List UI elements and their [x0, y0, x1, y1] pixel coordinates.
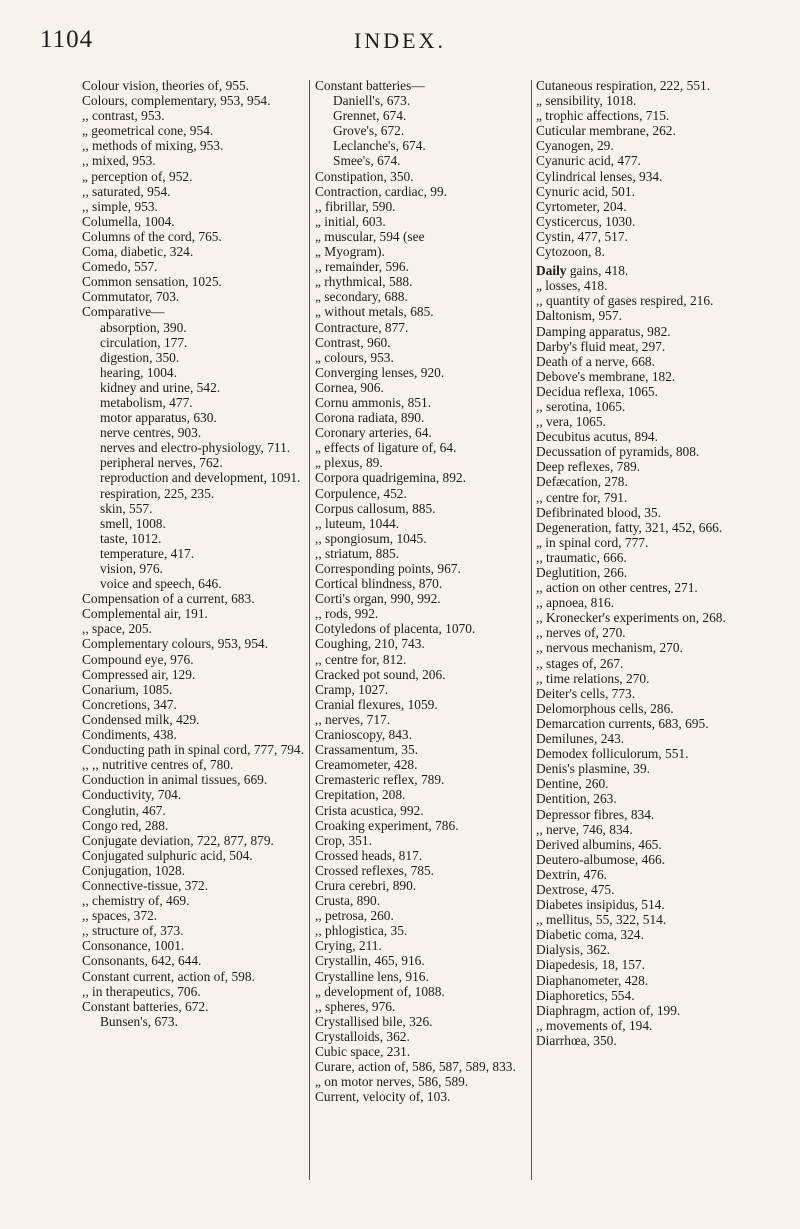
index-entry: ,, nerve, 746, 834. [536, 821, 633, 837]
index-entry: Cortical blindness, 870. [315, 576, 443, 592]
index-entry: Grennet, 674. [333, 108, 407, 124]
index-entry: Cyanuric acid, 477. [536, 153, 641, 169]
index-entry: Crepitation, 208. [315, 787, 406, 803]
index-entry: ,, chemistry of, 469. [82, 893, 190, 909]
index-entry: Leclanche's, 674. [333, 138, 426, 154]
index-entry: Depressor fibres, 834. [536, 806, 655, 822]
index-entry: Connective-tissue, 372. [82, 877, 209, 893]
index-entry: ,, spaces, 372. [82, 908, 158, 924]
index-entry: Crossed heads, 817. [315, 847, 423, 863]
index-entry: ,, luteum, 1044. [315, 515, 400, 531]
index-entry: Curare, action of, 586, 587, 589, 833. [315, 1059, 516, 1075]
index-entry: skin, 557. [100, 500, 153, 516]
index-entry: Croaking experiment, 786. [315, 817, 459, 833]
index-entry: ,, structure of, 373. [82, 923, 184, 939]
index-entry: Cylindrical lenses, 934. [536, 168, 663, 184]
index-entry: Diaphragm, action of, 199. [536, 1002, 681, 1018]
index-entry: Crura cerebri, 890. [315, 877, 417, 893]
index-entry: kidney and urine, 542. [100, 379, 221, 395]
index-entry: Crossed reflexes, 785. [315, 862, 434, 878]
index-entry: Conglutin, 467. [82, 802, 166, 818]
index-entry: ,, nervous mechanism, 270. [536, 640, 683, 656]
index-entry: Daily gains, 418. [536, 263, 629, 279]
index-entry: Crystalline lens, 916. [315, 968, 429, 984]
index-entry: Defæcation, 278. [536, 474, 628, 490]
index-entry: Conjugation, 1028. [82, 862, 186, 878]
page-number: 1104 [40, 26, 94, 53]
index-entry: Delomorphous cells, 286. [536, 700, 674, 716]
index-entry: Bunsen's, 673. [100, 1013, 178, 1029]
index-entry: Cuticular membrane, 262. [536, 123, 676, 139]
index-entry: Concretions, 347. [82, 696, 177, 712]
index-entry: Corresponding points, 967. [315, 561, 461, 576]
index-entry: Columns of the cord, 765. [82, 228, 222, 244]
index-entry: ,, petrosa, 260. [315, 908, 394, 924]
index-entry: Colours, complementary, 953, 954. [82, 93, 271, 109]
index-entry: circulation, 177. [100, 334, 188, 350]
index-entry: Complementary colours, 953, 954. [82, 636, 268, 652]
index-entry: Conarium, 1085. [82, 681, 173, 697]
index-entry: Comparative— [82, 304, 165, 320]
index-entry: ,, nerves, 717. [315, 711, 391, 727]
index-entry: ,, saturated, 954. [82, 183, 171, 199]
index-entry: ,, simple, 953. [82, 198, 158, 214]
index-entry: Crassamentum, 35. [315, 742, 419, 758]
index-entry: Cranial flexures, 1059. [315, 696, 438, 712]
index-entry: Daniell's, 673. [333, 93, 411, 109]
index-entry: Cystin, 477, 517. [536, 228, 628, 244]
index-entry: Decussation of pyramids, 808. [536, 444, 700, 460]
index-entry: Darby's fluid meat, 297. [536, 338, 666, 354]
index-entry: Current, velocity of, 103. [315, 1089, 451, 1105]
index-entry: Conjugate deviation, 722, 877, 879. [82, 832, 274, 848]
index-entry: Diarrhœa, 350. [536, 1032, 617, 1048]
column-divider [531, 80, 532, 1180]
index-entry: „ plexus, 89. [315, 455, 383, 471]
index-entry: ,, phlogistica, 35. [315, 923, 408, 939]
index-entry: Commutator, 703. [82, 289, 180, 305]
index-entry: Damping apparatus, 982. [536, 323, 671, 339]
index-entry: ,, action on other centres, 271. [536, 580, 698, 596]
index-entry: Decidua reflexa, 1065. [536, 383, 658, 399]
index-entry: Cysticercus, 1030. [536, 213, 636, 229]
index-entry: temperature, 417. [100, 545, 195, 561]
index-entry: Consonance, 1001. [82, 938, 185, 954]
index-entry: ,, apnoea, 816. [536, 595, 615, 611]
index-entry: metabolism, 477. [100, 394, 193, 410]
index-entry: Comedo, 557. [82, 259, 158, 275]
index-entry: Deiter's cells, 773. [536, 685, 636, 701]
index-entry: absorption, 390. [100, 319, 187, 335]
index-entry: respiration, 225, 235. [100, 485, 215, 501]
index-entry: Compressed air, 129. [82, 666, 196, 682]
index-entry: Constant current, action of, 598. [82, 968, 255, 984]
index-entry: Conducting path in spinal cord, 777, 794. [82, 742, 305, 758]
index-entry: Cutaneous respiration, 222, 551. [536, 78, 711, 93]
index-entry: „ sensibility, 1018. [536, 93, 637, 109]
index-entry: „ Myogram). [315, 244, 385, 260]
index-entry: Diapedesis, 18, 157. [536, 957, 645, 973]
index-entry: Dentition, 263. [536, 791, 617, 807]
index-entry: Daltonism, 957. [536, 308, 622, 324]
index-entry: „ muscular, 594 (see [315, 228, 425, 244]
index-entry: ,, ,, nutritive centres of, 780. [82, 757, 234, 773]
index-entry: „ secondary, 688. [315, 289, 408, 305]
index-entry: Demodex folliculorum, 551. [536, 746, 689, 762]
index-entry: ,, centre for, 791. [536, 489, 628, 505]
index-entry: ,, remainder, 596. [315, 259, 409, 275]
column-divider [309, 80, 310, 1180]
index-entry: Columella, 1004. [82, 213, 175, 229]
index-entry: Compensation of a current, 683. [82, 591, 255, 607]
index-entry: reproduction and development, 1091. [100, 470, 301, 486]
index-entry: ,, mixed, 953. [82, 153, 156, 169]
index-entry: Compound eye, 976. [82, 651, 194, 667]
index-entry: Colour vision, theories of, 955. [82, 78, 249, 93]
index-entry: Cotyledons of placenta, 1070. [315, 621, 476, 637]
index-entry: Cynuric acid, 501. [536, 183, 635, 199]
index-entry: ,, space, 205. [82, 621, 152, 637]
index-entry: Dextrose, 475. [536, 881, 615, 897]
index-entry: Corona radiata, 890. [315, 410, 425, 426]
index-entry: „ on motor nerves, 586, 589. [315, 1074, 469, 1090]
index-entry: vision, 976. [100, 561, 163, 576]
index-entry: Smee's, 674. [333, 153, 401, 169]
index-entry: Crystallin, 465, 916. [315, 953, 425, 969]
index-entry: Cracked pot sound, 206. [315, 666, 446, 682]
index-entry: Corpulence, 452. [315, 485, 407, 501]
index-entry: ,, movements of, 194. [536, 1017, 653, 1033]
index-entry: „ geometrical cone, 954. [82, 123, 214, 139]
index-column-1 [82, 78, 322, 1208]
index-entry: Demarcation currents, 683, 695. [536, 715, 709, 731]
index-entry: smell, 1008. [100, 515, 166, 531]
index-entry: „ rhythmical, 588. [315, 274, 413, 290]
index-entry: Condensed milk, 429. [82, 711, 200, 727]
index-entry: Conductivity, 704. [82, 787, 182, 803]
index-column-3 [536, 78, 776, 1208]
index-entry: Constant batteries, 672. [82, 998, 209, 1014]
running-head: INDEX. [354, 28, 446, 53]
index-entry: ,, contrast, 953. [82, 108, 165, 124]
page-header [0, 22, 800, 62]
index-entry: Cremasteric reflex, 789. [315, 772, 445, 788]
index-entry: Denis's plasmine, 39. [536, 761, 650, 777]
index-entry: ,, serotina, 1065. [536, 398, 626, 414]
index-entry: Demilunes, 243. [536, 731, 625, 747]
index-entry: Contracture, 877. [315, 319, 409, 335]
index-entry: Diabetes insipidus, 514. [536, 897, 665, 913]
index-entry: digestion, 350. [100, 349, 180, 365]
index-entry: Debove's membrane, 182. [536, 368, 676, 384]
index-entry: ,, Kronecker's experiments on, 268. [536, 610, 726, 626]
index-entry: ,, vera, 1065. [536, 414, 606, 430]
index-entry: Coughing, 210, 743. [315, 636, 425, 652]
entry-lead: Daily [536, 263, 567, 279]
index-entry: „ effects of ligature of, 64. [315, 440, 457, 456]
index-entry: ,, stages of, 267. [536, 655, 624, 671]
index-entry: Cyrtometer, 204. [536, 198, 627, 214]
index-entry: peripheral nerves, 762. [100, 455, 223, 471]
index-entry: Cranioscopy, 843. [315, 727, 412, 743]
index-entry: ,, time relations, 270. [536, 670, 650, 686]
index-entry: ,, quantity of gases respired, 216. [536, 293, 714, 309]
index-entry: „ without metals, 685. [315, 304, 434, 320]
index-entry: Decubitus acutus, 894. [536, 429, 658, 445]
index-entry: Cornu ammonis, 851. [315, 394, 432, 410]
index-entry: Cyanogen, 29. [536, 138, 614, 154]
index-entry: „ initial, 603. [315, 213, 386, 229]
index-entry: „ development of, 1088. [315, 983, 445, 999]
index-entry: Diabetic coma, 324. [536, 927, 644, 943]
index-entry: ,, mellitus, 55, 322, 514. [536, 912, 667, 928]
index-entry: nerve centres, 903. [100, 425, 202, 441]
index-entry: ,, nerves of, 270. [536, 625, 626, 641]
index-entry: Constant batteries— [315, 78, 425, 93]
index-entry: Cramp, 1027. [315, 681, 389, 697]
index-entry: Consonants, 642, 644. [82, 953, 202, 969]
index-entry: Complemental air, 191. [82, 606, 208, 622]
index-entry: Creamometer, 428. [315, 757, 418, 773]
index-entry: nerves and electro-physiology, 711. [100, 440, 291, 456]
index-entry: Crista acustica, 992. [315, 802, 424, 818]
index-entry: Derived albumins, 465. [536, 836, 662, 852]
index-entry: „ losses, 418. [536, 278, 608, 294]
index-entry: voice and speech, 646. [100, 576, 222, 592]
index-entry: Deep reflexes, 789. [536, 459, 641, 475]
index-entry: „ perception of, 952. [82, 168, 193, 184]
index-entry: Contraction, cardiac, 99. [315, 183, 447, 199]
index-entry: Contrast, 960. [315, 334, 391, 350]
index-entry: Converging lenses, 920. [315, 364, 445, 380]
index-entry: „ in spinal cord, 777. [536, 534, 649, 550]
index-entry: Conduction in animal tissues, 669. [82, 772, 268, 788]
index-entry: Deglutition, 266. [536, 565, 628, 580]
index-column-2 [315, 78, 555, 1208]
index-entry: Crusta, 890. [315, 893, 381, 909]
index-entry: Conjugated sulphuric acid, 504. [82, 847, 253, 863]
index-entry: Dentine, 260. [536, 776, 609, 792]
index-entry: Cornea, 906. [315, 379, 384, 395]
index-entry: taste, 1012. [100, 530, 162, 546]
index-entry: ,, centre for, 812. [315, 651, 407, 667]
index-entry: Dialysis, 362. [536, 942, 611, 958]
index-entry: hearing, 1004. [100, 364, 177, 380]
index-entry: Grove's, 672. [333, 123, 405, 139]
index-entry: Condiments, 438. [82, 727, 177, 743]
index-entry: Corpora quadrigemina, 892. [315, 470, 466, 486]
index-entry: ,, spongiosum, 1045. [315, 530, 427, 546]
index-entry: Crystalloids, 362. [315, 1028, 410, 1044]
index-entry: Diaphanometer, 428. [536, 972, 649, 988]
index-entry: Constipation, 350. [315, 168, 414, 184]
index-entry: Crystallised bile, 326. [315, 1013, 433, 1029]
index-entry: Common sensation, 1025. [82, 274, 222, 290]
index-entry: Dextrin, 476. [536, 866, 608, 882]
index-entry: Defibrinated blood, 35. [536, 504, 661, 520]
index-entry: Crying, 211. [315, 938, 382, 954]
index-entry: Diaphoretics, 554. [536, 987, 635, 1003]
index-entry: Cytozoon, 8. [536, 244, 605, 260]
index-entry: ,, traumatic, 666. [536, 549, 627, 565]
index-entry: Death of a nerve, 668. [536, 353, 655, 369]
index-entry: Coma, diabetic, 324. [82, 244, 194, 260]
index-entry: ,, in therapeutics, 706. [82, 983, 201, 999]
index-entry: Deutero-albumose, 466. [536, 851, 666, 867]
index-entry: ,, spheres, 976. [315, 998, 396, 1014]
index-entry: Congo red, 288. [82, 817, 169, 833]
index-entry: Coronary arteries, 64. [315, 425, 432, 441]
index-entry: Corti's organ, 990, 992. [315, 591, 441, 607]
index-entry: ,, striatum, 885. [315, 545, 400, 561]
index-entry: Degeneration, fatty, 321, 452, 666. [536, 519, 723, 535]
index-entry: ,, rods, 992. [315, 606, 379, 622]
index-entry: motor apparatus, 630. [100, 410, 217, 426]
index-entry: Corpus callosum, 885. [315, 500, 436, 516]
index-entry: „ colours, 953. [315, 349, 394, 365]
index-entry: „ trophic affections, 715. [536, 108, 670, 124]
index-entry: Cubic space, 231. [315, 1044, 411, 1059]
index-entry: Crop, 351. [315, 832, 372, 848]
index-entry: ,, fibrillar, 590. [315, 198, 396, 214]
index-entry: ,, methods of mixing, 953. [82, 138, 224, 154]
